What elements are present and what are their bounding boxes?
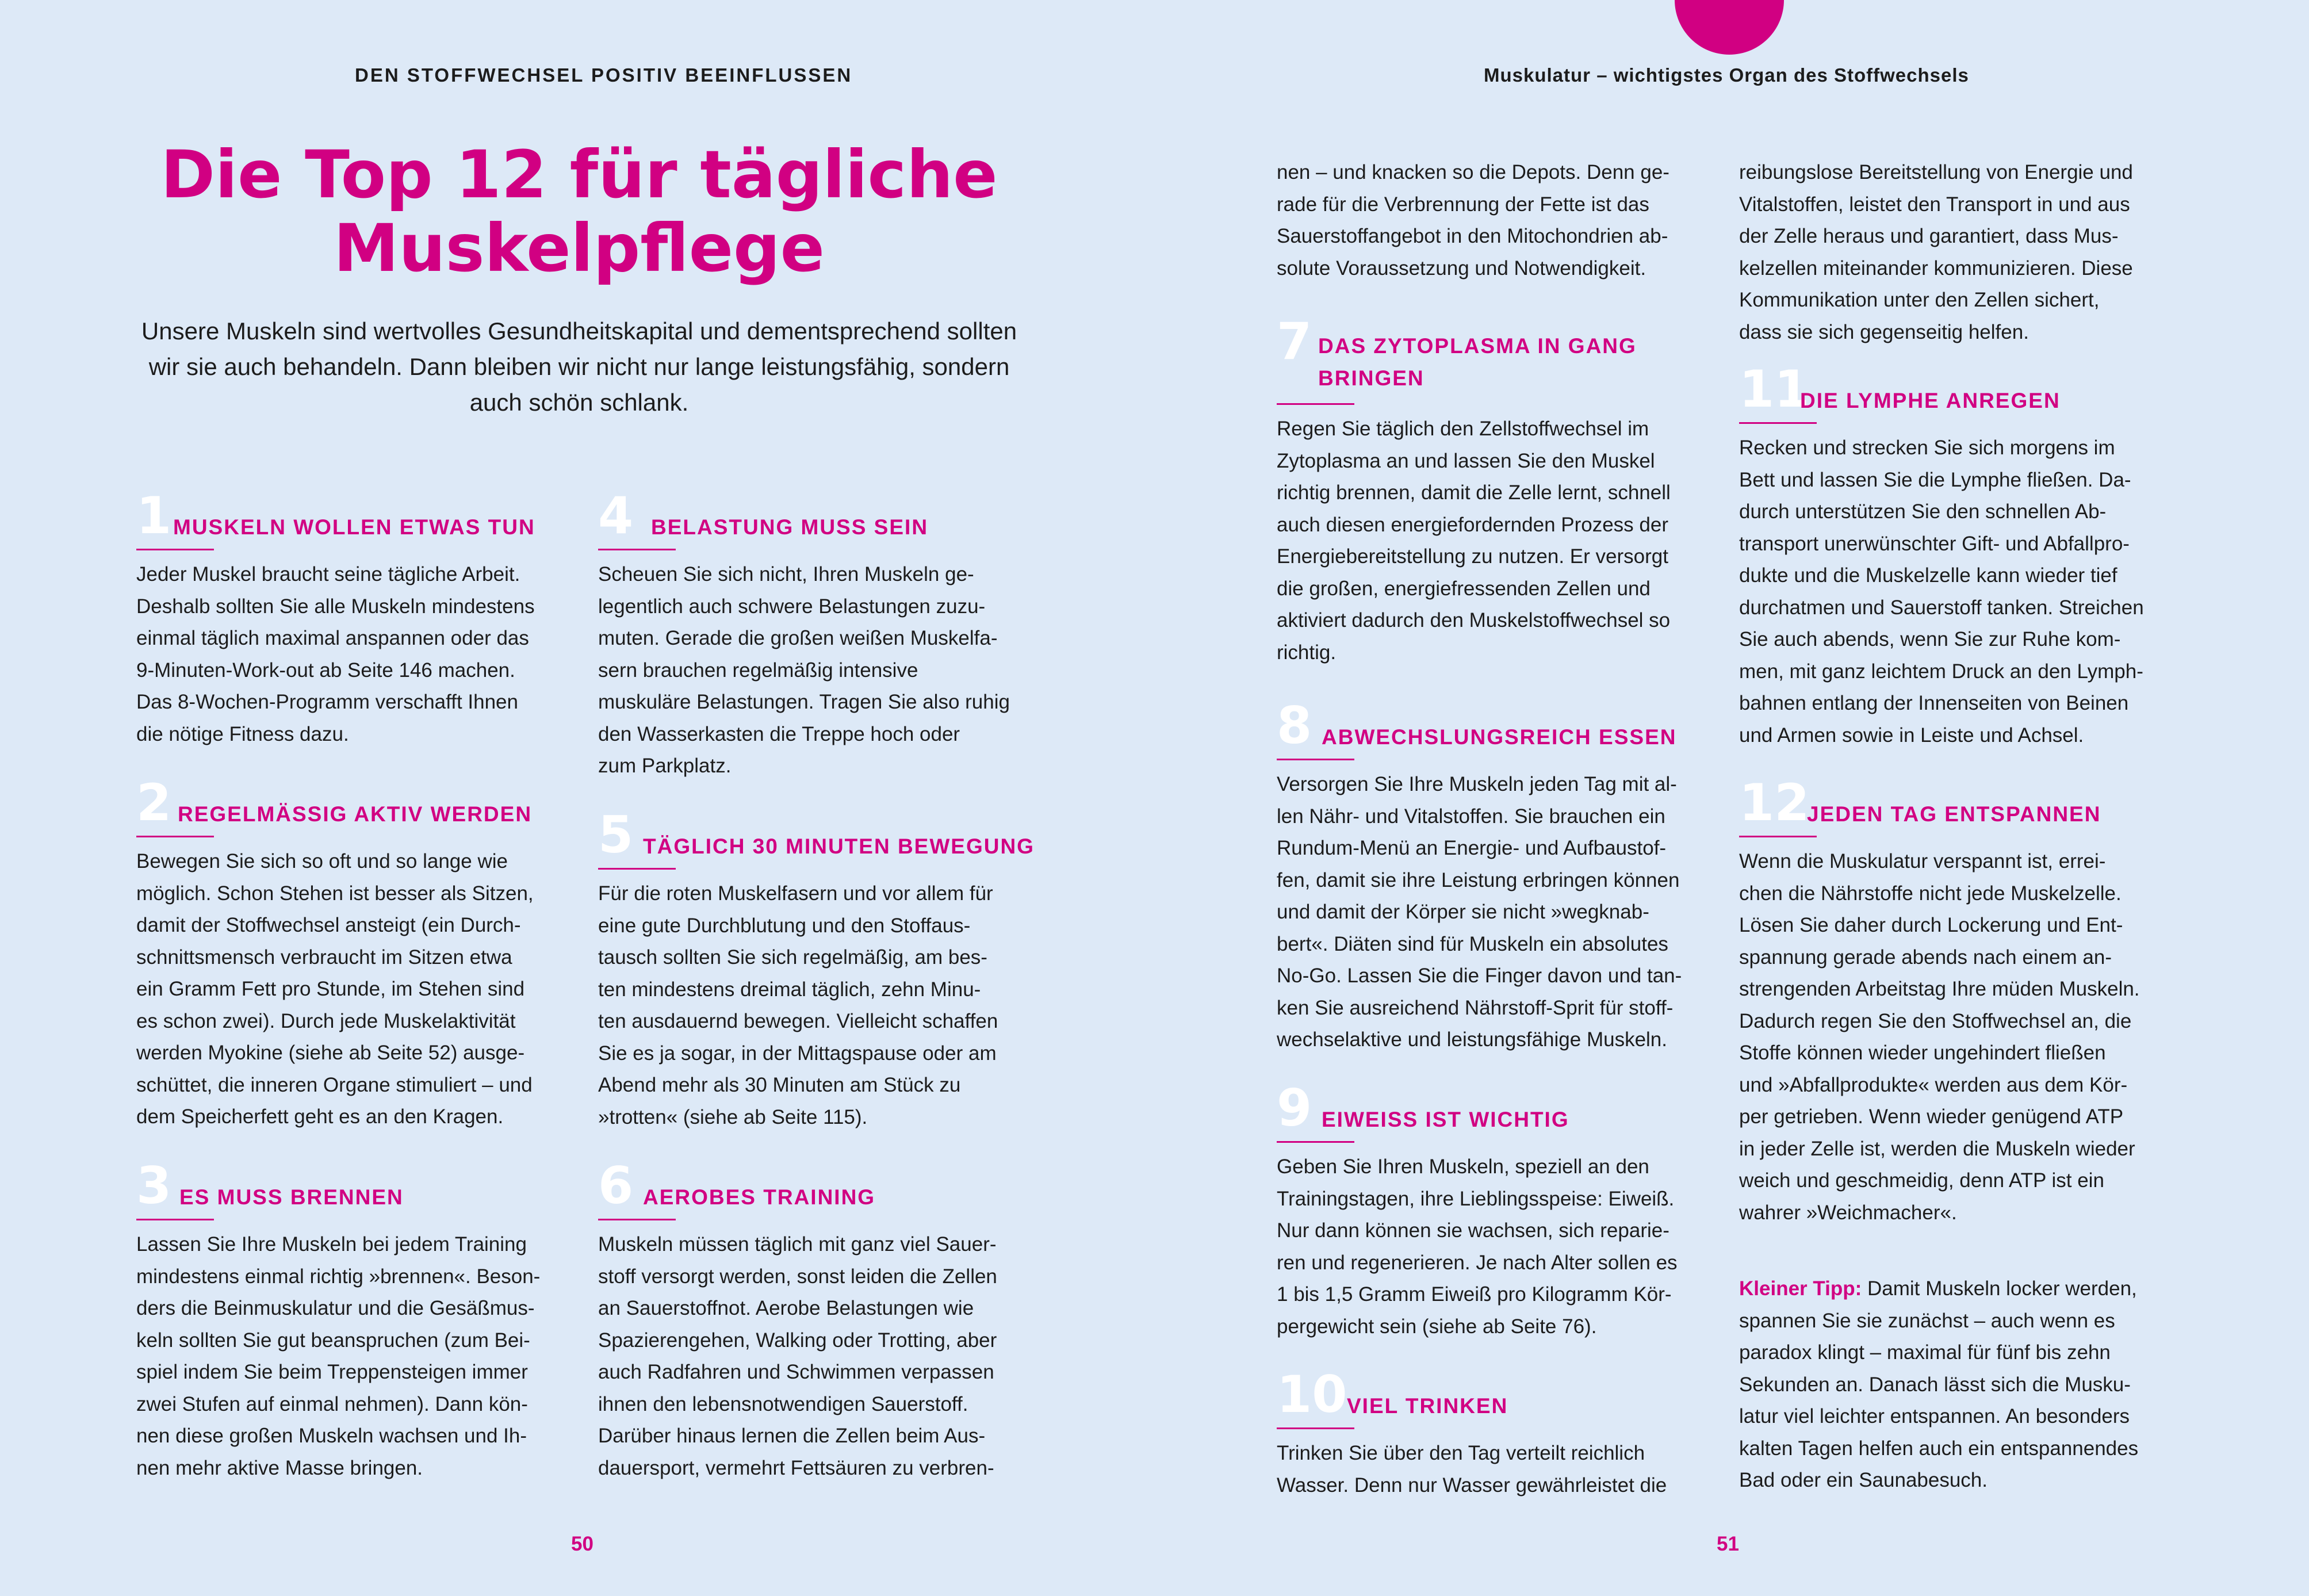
section-header	[1277, 1365, 1731, 1424]
section-text: Für die roten Muskelfasern und vor allem für eine gute Durchblutung und den Stoffaus- tausch sollten Sie sich regelmäßig, am bes- ten mindestens dreimal täglich, zehn Minu- ten ausdauernd bewegen. Vielleicht schaffen Sie es ja sogar, in der Mittagspause oder am Abend mehr als 30 Minuten am Stück zu »trotten« (siehe ab Seite 115).	[598, 882, 998, 1128]
section-text: Versorgen Sie Ihre Muskeln jeden Tag mit al- len Nähr- und Vitalstoffen. Sie brauchen ein Rundum-Menü an Energie- und Aufbaustof- fen, damit sie ihre Leistung erbringen können und damit der Körper sie nicht »wegknab- bert«. Diäten sind für Muskeln ein absolutes No-Go. Lassen Sie die Finger davon und tan- ken Sie ausreichend Nährstoff-Sprit für stoff- wechselaktive und leistungsfähige Muskeln.	[1277, 773, 1682, 1051]
section-4	[598, 486, 1052, 782]
section-header	[598, 805, 1052, 864]
tip-label: Kleiner Tipp:	[1739, 1277, 1862, 1300]
section-header	[598, 486, 1052, 545]
section-5	[598, 805, 1052, 1133]
section-rule	[1277, 1427, 1354, 1429]
section-title: BELASTUNG MUSS SEIN	[651, 515, 929, 539]
section-number: 7	[1277, 312, 1312, 371]
section-rule	[598, 868, 676, 870]
section-title: ES MUSS BRENNEN	[179, 1185, 404, 1209]
section-rule	[1277, 759, 1354, 760]
section-7	[1277, 312, 1731, 668]
decorative-dot	[1675, 0, 1784, 55]
section-10	[1277, 1365, 1731, 1501]
section-rule	[136, 836, 214, 837]
section-text: Bewegen Sie sich so oft und so lange wie möglich. Schon Stehen ist besser als Sitzen, damit der Stoffwechsel ansteigt (ein Durch- schnittsmensch verbraucht im Sitzen etwa ein Gramm Fett pro Stunde, im Stehen sind es schon zwei). Durch jede Muskelaktivität werden Myokine (siehe ab Seite 52) ausge- schüttet, die inneren Organe stimuliert – und dem Speicherfett geht es an den Kragen.	[136, 850, 534, 1128]
section-number: 8	[1277, 696, 1312, 755]
section-rule	[136, 1219, 214, 1220]
section-title: VIEL TRINKEN	[1347, 1394, 1508, 1418]
page-number-right: 51	[1717, 1533, 1739, 1555]
page-number-left: 50	[571, 1533, 593, 1555]
section-2	[136, 773, 591, 1133]
continued-text: nen – und knacken so die Depots. Denn ge- rade für die Verbrennung der Fette ist das Sauerstoffangebot in den Mitochondrien ab- solute Voraussetzung und Notwendigkeit.	[1277, 161, 1669, 280]
left-page	[0, 0, 1154, 1596]
section-11	[1739, 359, 2193, 751]
section-text: Trinken Sie über den Tag verteilt reichlich Wasser. Denn nur Wasser gewährleistet die	[1277, 1442, 1667, 1497]
page-title	[136, 138, 1022, 285]
section-number: 10	[1277, 1365, 1347, 1424]
running-head-left: DEN STOFFWECHSEL POSITIV BEEINFLUSSEN	[355, 64, 853, 86]
section-9	[1277, 1078, 1731, 1342]
section-rule	[1277, 1141, 1354, 1143]
section-number: 4	[598, 486, 634, 545]
section-header	[136, 1156, 591, 1215]
section-header	[1277, 696, 1731, 755]
section-rule	[1739, 422, 1817, 424]
section-8	[1277, 696, 1731, 1056]
section-text: Regen Sie täglich den Zellstoffwechsel im Zytoplasma an und lassen Sie den Muskel richtig brennen, damit die Zelle lernt, schnell auch diesen energiefordernden Prozess der Energiebereitstellung zu nutzen. Er versorgt die großen, energiefressenden Zellen und aktiviert dadurch den Muskelstoffwechsel so richtig.	[1277, 418, 1671, 664]
section-rule	[1739, 836, 1817, 837]
title-line-1: Die Top 12 für tägliche	[160, 136, 998, 213]
section-title: REGELMÄSSIG AKTIV WERDEN	[178, 802, 533, 826]
section-text: Geben Sie Ihren Muskeln, speziell an den Trainingstagen, ihre Lieblingsspeise: Eiweiß. Nur dann können sie wachsen, sich reparie- ren und regenerieren. Je nach Alter sollen es 1 bis 1,5 Gramm Eiweiß pro Kilogramm Kör- pergewicht sein (siehe ab Seite 76).	[1277, 1155, 1678, 1338]
right-page	[1154, 0, 2309, 1596]
section-header	[1277, 1078, 1731, 1138]
section-number: 1	[136, 486, 172, 545]
section-text: Recken und strecken Sie sich morgens im Bett und lassen Sie die Lymphe fließen. Da- durch unterstützen Sie den schnellen Ab- transport unerwünschter Gift- und Abfallpro- dukte und die Muskelzelle kann wieder tief durchatmen und Sauerstoff tanken. Streichen Sie auch abends, wenn Sie zur Ruhe kom- men, mit ganz leichtem Druck an den Lymph- bahnen entlang der Innenseiten von Beinen und Armen sowie in Leiste und Achsel.	[1739, 437, 2144, 747]
tip-text: Damit Muskeln locker werden, spannen Sie sie zunächst – auch wenn es paradox klingt – maximal für fünf bis zehn Sekunden an. Danach lässt sich die Musku- latur viel leichter entspannen. An besonders kalten Tagen helfen auch ein entspannendes Bad oder ein Saunabesuch.	[1739, 1277, 2139, 1491]
section-header	[1739, 773, 2193, 832]
section-number: 9	[1277, 1078, 1312, 1138]
section-title: ABWECHSLUNGSREICH ESSEN	[1322, 725, 1677, 749]
section-12	[1739, 773, 2193, 1228]
section-number: 3	[136, 1156, 172, 1215]
continued-text-col4: reibungslose Bereitstellung von Energie und Vitalstoffen, leistet den Transport in und aus der Zelle heraus und garantiert, dass Mus- kelzellen miteinander kommunizieren. Diese Kommunikation unter den Zellen sichert, dass sie sich gegenseitig helfen.	[1739, 161, 2133, 343]
title-line-2: Muskelpflege	[334, 210, 825, 286]
section-title: DIE LYMPHE ANREGEN	[1800, 389, 2061, 412]
section-number: 2	[136, 773, 172, 832]
section-header	[136, 773, 591, 832]
section-3	[136, 1156, 591, 1484]
section-text: Lassen Sie Ihre Muskeln bei jedem Training mindestens einmal richtig »brennen«. Beson- ders die Beinmuskulatur und die Gesäßmus- keln sollten Sie gut beanspruchen (zum Bei- spiel indem Sie beim Treppensteigen immer zwei Stufen auf einmal nehmen). Dann kön- nen diese großen Muskeln wachsen und Ih- nen mehr aktive Masse bringen.	[136, 1233, 541, 1479]
section-number: 12	[1739, 773, 1810, 832]
section-header	[1277, 312, 1731, 398]
section-title: MUSKELN WOLLEN ETWAS TUN	[173, 515, 535, 539]
section-text: Muskeln müssen täglich mit ganz viel Sauer- stoff versorgt werden, sonst leiden die Zellen an Sauerstoffnot. Aerobe Belastungen wie Spazierengehen, Walking oder Trotting, aber auch Radfahren und Schwimmen verpassen ihnen den lebensnotwendigen Sauerstoff. Darüber hinaus lernen die Zellen beim Aus- dauersport, vermehrt Fettsäuren zu verbren-	[598, 1233, 997, 1479]
section-rule	[598, 549, 676, 550]
section-1	[136, 486, 591, 750]
section-rule	[1277, 403, 1354, 405]
section-rule	[136, 549, 214, 550]
section-header	[136, 486, 591, 545]
section-number: 5	[598, 805, 634, 864]
section-title: TÄGLICH 30 MINUTEN BEWEGUNG	[643, 835, 1035, 858]
section-title: DAS ZYTOPLASMA IN GANG BRINGEN	[1318, 334, 1637, 390]
section-title: AEROBES TRAINING	[643, 1185, 876, 1209]
section-text: Jeder Muskel braucht seine tägliche Arbeit. Deshalb sollten Sie alle Muskeln mindestens einmal täglich maximal anspannen oder das 9-Minuten-Work-out ab Seite 146 machen. Das 8-Wochen-Programm verschafft Ihnen die nötige Fitness dazu.	[136, 563, 535, 745]
section-title: JEDEN TAG ENTSPANNEN	[1807, 802, 2101, 826]
section-text: Scheuen Sie sich nicht, Ihren Muskeln ge- legentlich auch schwere Belastungen zuzu- muten. Gerade die großen weißen Muskelfa- sern brauchen regelmäßig intensive muskuläre Belastungen. Tragen Sie also ruhig den Wasserkasten die Treppe hoch oder zum Parkplatz.	[598, 563, 1010, 777]
section-number: 11	[1739, 359, 1810, 419]
section-text: Wenn die Muskulatur verspannt ist, errei- chen die Nährstoffe nicht jede Muskelzelle. Lösen Sie daher durch Lockerung und Ent- spannung gerade abends nach einem an- strengenden Arbeitstag Ihre müden Muskeln. Dadurch regen Sie den Stoffwechsel an, die Stoffe können wieder ungehindert fließen und »Abfallprodukte« werden aus dem Kör- per getrieben. Wenn wieder genügend ATP in jeder Zelle ist, werden die Muskeln wieder weich und geschmeidig, denn ATP ist ein wahrer »Weichmacher«.	[1739, 850, 2140, 1224]
section-header	[598, 1156, 1052, 1215]
section-header	[1739, 359, 2193, 419]
intro-paragraph: Unsere Muskeln sind wertvolles Gesundheitskapital und dementsprechend sollten wir sie auch behandeln. Dann bleiben wir nicht nur lange leistungsfähig, sondern auch schön schlank.	[141, 317, 1017, 416]
section-number: 6	[598, 1156, 634, 1215]
tip-box	[1739, 1273, 2193, 1497]
section-title: EIWEISS IST WICHTIG	[1322, 1108, 1569, 1131]
running-head-right: Muskulatur – wichtigstes Organ des Stoffwechsels	[1484, 64, 1969, 86]
section-rule	[598, 1219, 676, 1220]
section-6	[598, 1156, 1052, 1484]
